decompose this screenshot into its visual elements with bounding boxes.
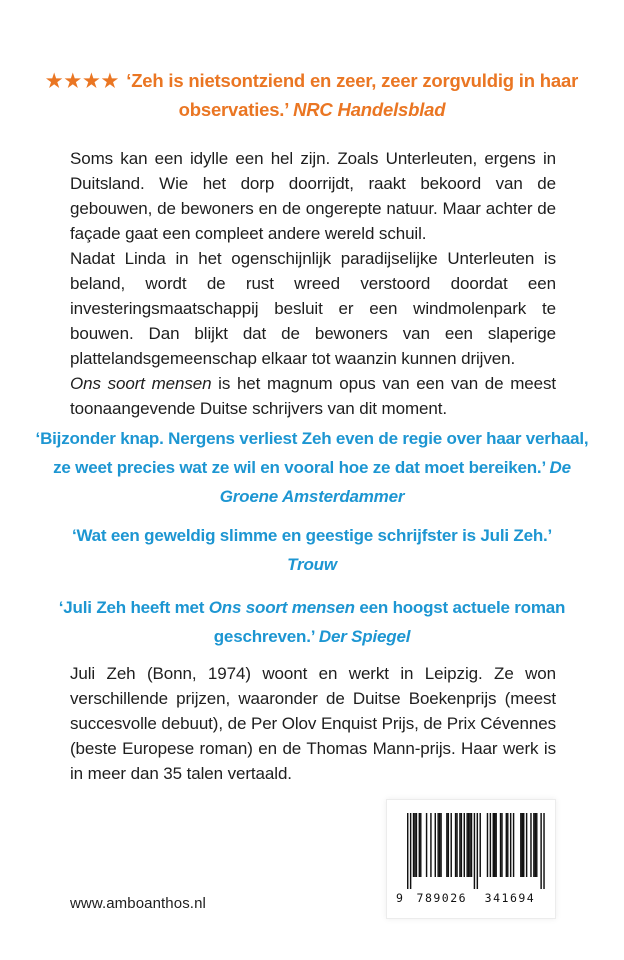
press-quote-3-source: Der Spiegel <box>318 627 411 646</box>
press-quote-3-book-title: Ons soort mensen <box>208 598 355 617</box>
synopsis-paragraph-3 <box>70 371 556 421</box>
review-quote-header <box>38 66 586 124</box>
svg-text:9: 9 <box>396 891 405 905</box>
press-quote-de-groene-amsterdammer <box>34 424 590 511</box>
svg-text:341694: 341694 <box>484 891 536 905</box>
svg-text:789026: 789026 <box>416 891 468 905</box>
press-quote-1-text: ‘Bijzonder knap. Nergens verliest Zeh even de regie over haar verhaal, ze weet precies wat ze wil en vooral hoe ze dat moet bereiken.’ <box>35 429 589 477</box>
synopsis-paragraph-2: Nadat Linda in het ogenschijnlijk paradijselijke Unterleuten is beland, wordt de rust wreed verstoord doordat een investeringsmaatschappij besluit er een windmolenpark te bouwen. Dan blijkt dat de bewoners van een slaperige plattelandsgemeenschap elkaar tot waanzin kunnen drijven. <box>70 249 556 368</box>
synopsis-paragraph-1: Soms kan een idylle een hel zijn. Zoals Unterleuten, ergens in Duitsland. Wie het dorp doorrijdt, raakt bekoord van de gebouwen, de bewoners en de ongerepte natuur. Maar achter de façade gaat een compleet andere wereld schuil. <box>70 149 556 243</box>
author-bio: Juli Zeh (Bonn, 1974) woont en werkt in Leipzig. Ze won verschillende prijzen, waaronder de Duitse Boekenprijs (meest succesvolle debuut), de Per Olov Enquist Prijs, de Prix Cévennes (beste Europese roman) en de Thomas Mann-prijs. Haar werk is in meer dan 35 talen vertaald. <box>70 664 556 783</box>
synopsis <box>70 146 556 421</box>
press-quote-3-suffix: een hoogst actuele roman geschreven.’ <box>213 598 566 646</box>
press-quote-2-text: ‘Wat een geweldig slimme en geestige schrijfster is Juli Zeh.’ <box>71 526 553 545</box>
header-quote-text: ‘Zeh is nietsontziend en zeer, zeer zorgvuldig in haar observaties.’ <box>126 70 579 120</box>
book-title: Ons soort mensen <box>70 374 212 393</box>
barcode-svg <box>395 810 547 908</box>
press-quote-2-source: Trouw <box>287 555 337 574</box>
publisher-website: www.amboanthos.nl <box>70 895 206 912</box>
press-quote-3-prefix: ‘Juli Zeh heeft met <box>58 598 209 617</box>
press-quote-trouw <box>34 521 590 579</box>
press-quote-der-spiegel <box>34 593 590 651</box>
star-rating: ★★★★ <box>45 70 121 91</box>
press-quote-1-source: De Groene Amsterdammer <box>219 458 571 506</box>
header-quote-source: NRC Handelsblad <box>293 99 446 120</box>
barcode <box>386 799 556 919</box>
synopsis-paragraph-3-text: is het magnum opus van een van de meest toonaangevende Duitse schrijvers van dit moment. <box>70 374 556 418</box>
